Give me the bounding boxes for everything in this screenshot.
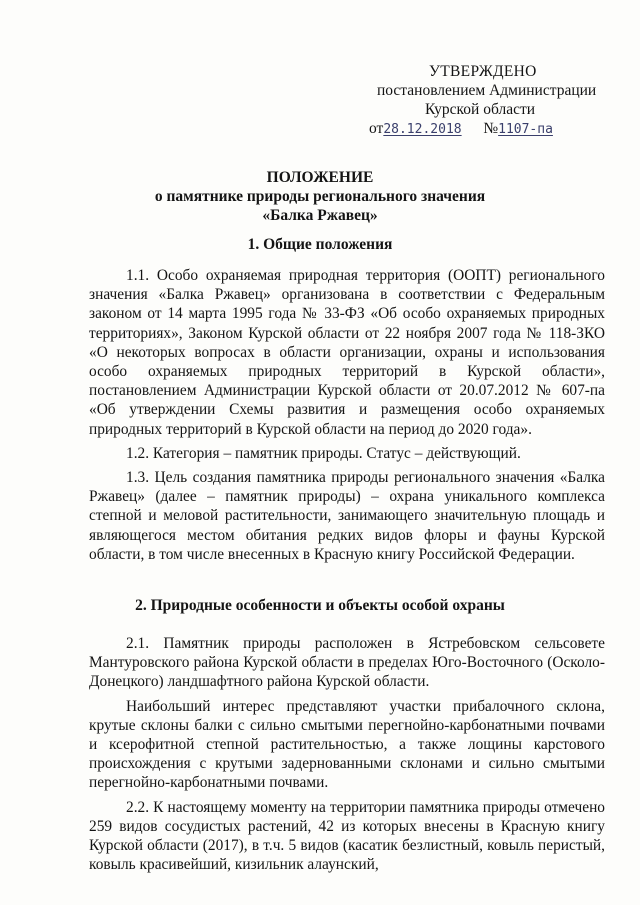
paragraph-1-1: 1.1. Особо охраняемая природная территория (ООПТ) регионального значения «Балка Ржавец» организована в соответствии с Федеральным законом от 14 марта 1995 года № 33-ФЗ «Об особо охраняемых природных территориях», Законом Курской области от 22 ноября 2007 года № 118-ЗКО «О некоторых вопросах в области организации, охраны и использования особо охраняемых природных территорий в Курской области», постановлением Администрации Курской области от 20.07.2012 № 607-па «Об утверждении Схемы развития и размещения особо охраняемых природных территорий в Курской области на период до 2020 года».	[89, 267, 605, 438]
approval-date-prefix: от	[369, 120, 384, 137]
section-general-body	[89, 266, 605, 569]
section-heading-general: 1. Общие положения	[247, 236, 393, 253]
document-name: «Балка Ржавец»	[262, 207, 378, 224]
paragraph-2-1-continued: Наибольший интерес представляют участки прибалочного склона, крутые склоны балки с сильно смытыми перегнойно-карбонатными почвами и ксерофитной степной растительностью, а также лощины карстового происхождения с крутыми задернованными склонами и сильно смытыми перегнойно-карбонатными почвами.	[89, 697, 605, 792]
section-natural-features-body	[89, 634, 605, 879]
paragraph-1-3: 1.3. Цель создания памятника природы регионального значения «Балка Ржавец» (далее – памятник природы) – охрана уникального комплекса степной и меловой растительности, занимающего значительную площадь и являющегося местом обитания редких видов флоры и фауны Курской области, в том числе внесенных в Красную книгу Российской Федерации.	[89, 469, 605, 563]
document-title: ПОЛОЖЕНИЕ	[266, 169, 374, 186]
document-title-block	[0, 168, 640, 225]
approval-number: 1107-па	[498, 122, 553, 137]
approval-date-number	[355, 119, 605, 139]
paragraph-2-1: 2.1. Памятник природы расположен в Ястребовском сельсовете Мантуровского района Курской области в пределах Юго-Восточного (Осколо-Донецкого) ландшафтного района Курской области.	[89, 635, 605, 691]
paragraph-1-2: 1.2. Категория – памятник природы. Статус – действующий.	[126, 444, 521, 462]
approval-date: 28.12.2018	[383, 122, 462, 137]
approval-region: Курской области	[425, 101, 536, 118]
section-heading-natural-features: 2. Природные особенности и объекты особой охраны	[135, 597, 505, 614]
paragraph-2-2: 2.2. К настоящему моменту на территории памятника природы отмечено 259 видов сосудистых растений, 42 из которых внесены в Красную книгу Курской области (2017), в т.ч. 5 видов (касатик безлистный, ковыль перистый, ковыль красивейший, кизильник алаунский,	[89, 798, 605, 874]
approval-issuer: постановлением Администрации	[377, 82, 597, 99]
document-subtitle: о памятнике природы регионального значения	[154, 188, 486, 205]
approval-number-prefix: №	[483, 120, 499, 137]
approval-block	[355, 62, 605, 139]
approval-heading: УТВЕРЖДЕНО	[429, 63, 537, 80]
